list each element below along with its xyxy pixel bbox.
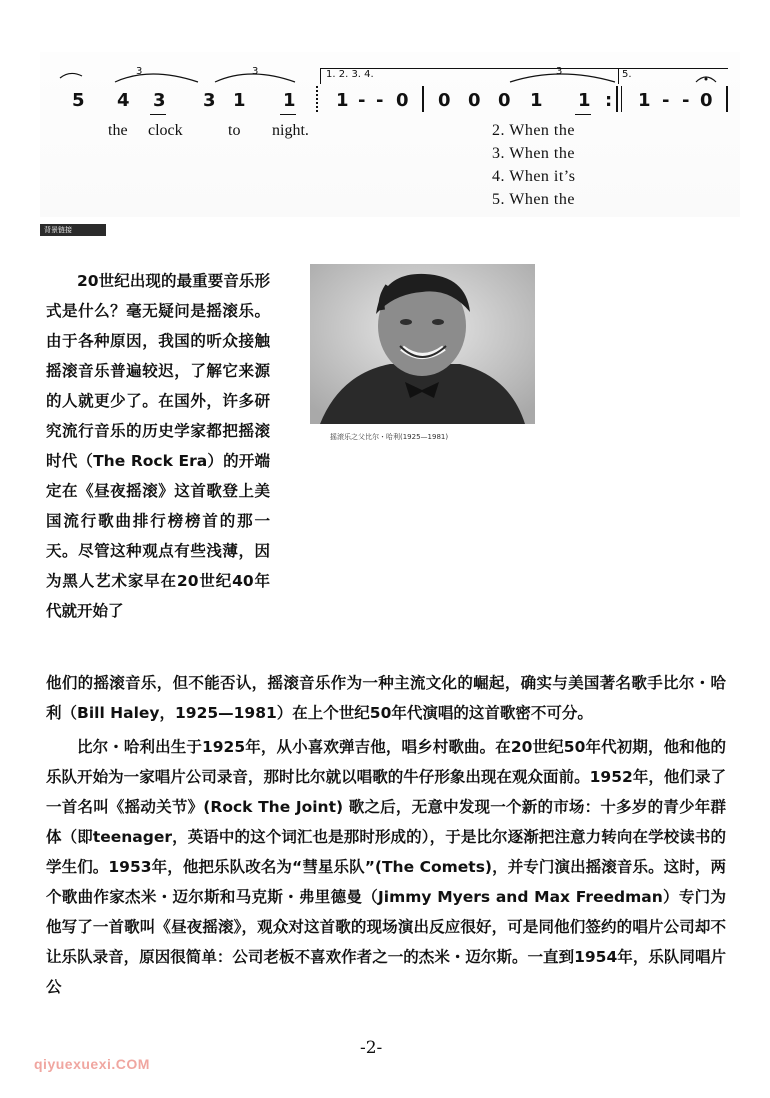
note: 1	[336, 90, 349, 111]
slur-1	[60, 73, 82, 78]
barline-repeat	[616, 86, 618, 112]
note: -	[376, 90, 384, 111]
final-barline	[726, 86, 728, 112]
triplet-mark-3: 3	[556, 66, 563, 77]
verse-line: 2. When the	[492, 122, 575, 139]
note-underline	[575, 114, 591, 115]
lyric-word: night.	[272, 122, 309, 139]
verse-line: 5. When the	[492, 191, 575, 208]
slur-4	[510, 74, 615, 82]
note: 1	[638, 90, 651, 111]
note: 5	[72, 90, 85, 111]
slur-2	[115, 74, 198, 82]
verse-line: 3. When the	[492, 145, 575, 162]
portrait-photo-icon	[310, 264, 535, 424]
biography-paragraph: 比尔・哈利出生于1925年，从小喜欢弹吉他，唱乡村歌曲。在20世纪50年代初期，他和他的乐队开始为一家唱片公司录音，那时比尔就以唱歌的牛仔形象出现在观众面前。1952年，他们录了一首名叫《摇动关节》(Rock The Joint) 歌之后，无意中发现一个新的市场：十多岁的青少年群体（即teenager，英语中的这个词汇也是那时形成的），于是比尔逐渐把注意力转向在学校读书的学生们。1953年，他把乐队改名为“彗星乐队”(The Comets)，并专门演出摇滚音乐。这时，两个歌曲作家杰米・迈尔斯和马克斯・弗里德曼（Jimmy Myers and Max Freedman）专门为他写了一首歌叫《昼夜摇滚》，观众对这首歌的现场演出反应很好，可是同他们签约的唱片公司却不让乐队录音，原因很简单：公司老板不喜欢作者之一的杰米・迈尔斯。一直到1954年，乐队同唱片公	[46, 738, 726, 996]
lyric-word: to	[228, 122, 241, 139]
main-text	[46, 668, 726, 1002]
page-number: -2-	[360, 1038, 383, 1058]
intro-column-text	[46, 266, 270, 626]
note: 4	[117, 90, 130, 111]
triplet-mark-2: 3	[252, 66, 259, 77]
barline-dotted	[316, 86, 318, 112]
note: -	[662, 90, 670, 111]
photo-caption: 摇滚乐之父比尔・哈利(1925—1981)	[330, 433, 449, 441]
continuation-paragraph: 他们的摇滚音乐，但不能否认，摇滚音乐作为一种主流文化的崛起，确实与美国著名歌手比尔・哈利（Bill Haley，1925—1981）在上个世纪50年代演唱的这首歌密不可分。	[46, 674, 726, 722]
site-watermark: qiyuexuexi.COM	[34, 1056, 150, 1072]
barline	[422, 86, 424, 112]
note: 3	[153, 90, 166, 111]
note: 3	[203, 90, 216, 111]
note: -	[358, 90, 366, 111]
note: -	[682, 90, 690, 111]
triplet-mark-1: 3	[136, 66, 143, 77]
verse-line: 4. When it’s	[492, 168, 576, 185]
note: 0	[700, 90, 713, 111]
barline-repeat-thin	[621, 86, 622, 112]
fermata-dot	[705, 78, 708, 81]
note: 1	[233, 90, 246, 111]
lyric-word: the	[108, 122, 128, 139]
lyric-word: clock	[148, 122, 183, 139]
note: 0	[468, 90, 481, 111]
portrait-illustration	[310, 264, 535, 424]
note: 1	[283, 90, 296, 111]
note: 0	[438, 90, 451, 111]
note-underline	[150, 114, 166, 115]
note: 0	[396, 90, 409, 111]
background-link-tag: 背景链接	[40, 224, 106, 236]
intro-paragraph: 20世纪出现的最重要音乐形式是什么？毫无疑问是摇滚乐。由于各种原因，我国的听众接触摇滚音乐普遍较迟，了解它来源的人就更少了。在国外，许多研究流行音乐的历史学家都把摇滚时代（The Rock Era）的开端定在《昼夜摇滚》这首歌登上美国流行歌曲排行榜榜首的那一天。尽管这种观点有些浅薄，因为黑人艺术家早在20世纪40年代就开始了	[46, 272, 270, 620]
first-ending-label: 1. 2. 3. 4.	[326, 69, 374, 80]
note: 1	[530, 90, 543, 111]
note-underline	[280, 114, 296, 115]
music-score	[40, 52, 740, 217]
second-ending-label: 5.	[622, 69, 632, 80]
note: 1	[578, 90, 591, 111]
repeat-sign: :	[605, 90, 613, 111]
score-slurs	[40, 52, 740, 112]
note: 0	[498, 90, 511, 111]
